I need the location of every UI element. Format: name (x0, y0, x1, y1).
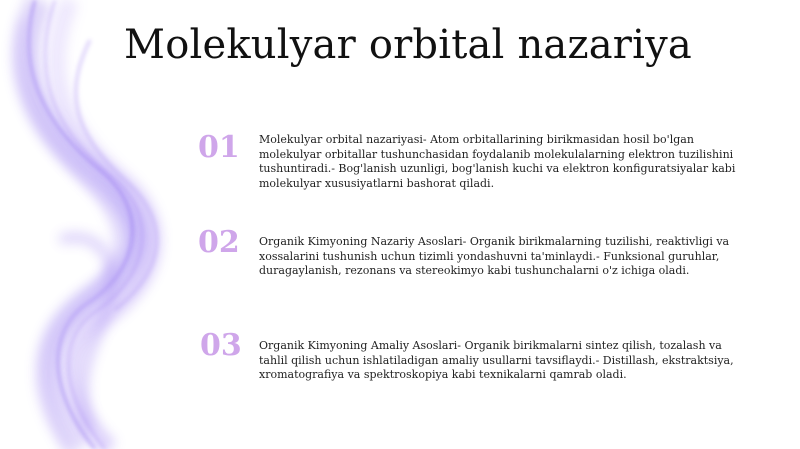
item-text-03: Organik Kimyoning Amaliy Asoslari- Organik birikmalarni sintez qilish, tozalash va tahlil qilish uchun ishlatiladigan amaliy usullarni tavsiflaydi.- Distillash, ekstraktsiya, xromatografiya va spektroskopiya kabi texnikalarni qamrab oladi. (259, 339, 734, 382)
item-number-02: 02 (198, 225, 240, 260)
item-text-02: Organik Kimyoning Nazariy Asoslari- Organik birikmalarning tuzilishi, reaktivligi va xossalarini tushunish uchun tizimli yondashuvni ta'minlaydi.- Funksional guruhlar, duragaylanish, rezonans va stereokimyo kabi tushunchalarni o'z ichiga oladi. (259, 235, 730, 278)
item-text-01: Molekulyar orbital nazariyasi- Atom orbitallarining birikmasidan hosil bo'lgan molekulyar orbitallar tushunchasidan foydalanib molekulalarning elektron tuzilishini tushuntiradi.- Bog'lanish uzunligi, bog'lanish kuchi va elektron konfiguratsiyalar kabi molekulyar xususiyatlarni bashorat qiladi. (259, 133, 736, 190)
item-number-01: 01 (198, 130, 240, 165)
item-number-03: 03 (200, 328, 242, 363)
slide-title: Molekulyar orbital nazariya (124, 22, 692, 68)
